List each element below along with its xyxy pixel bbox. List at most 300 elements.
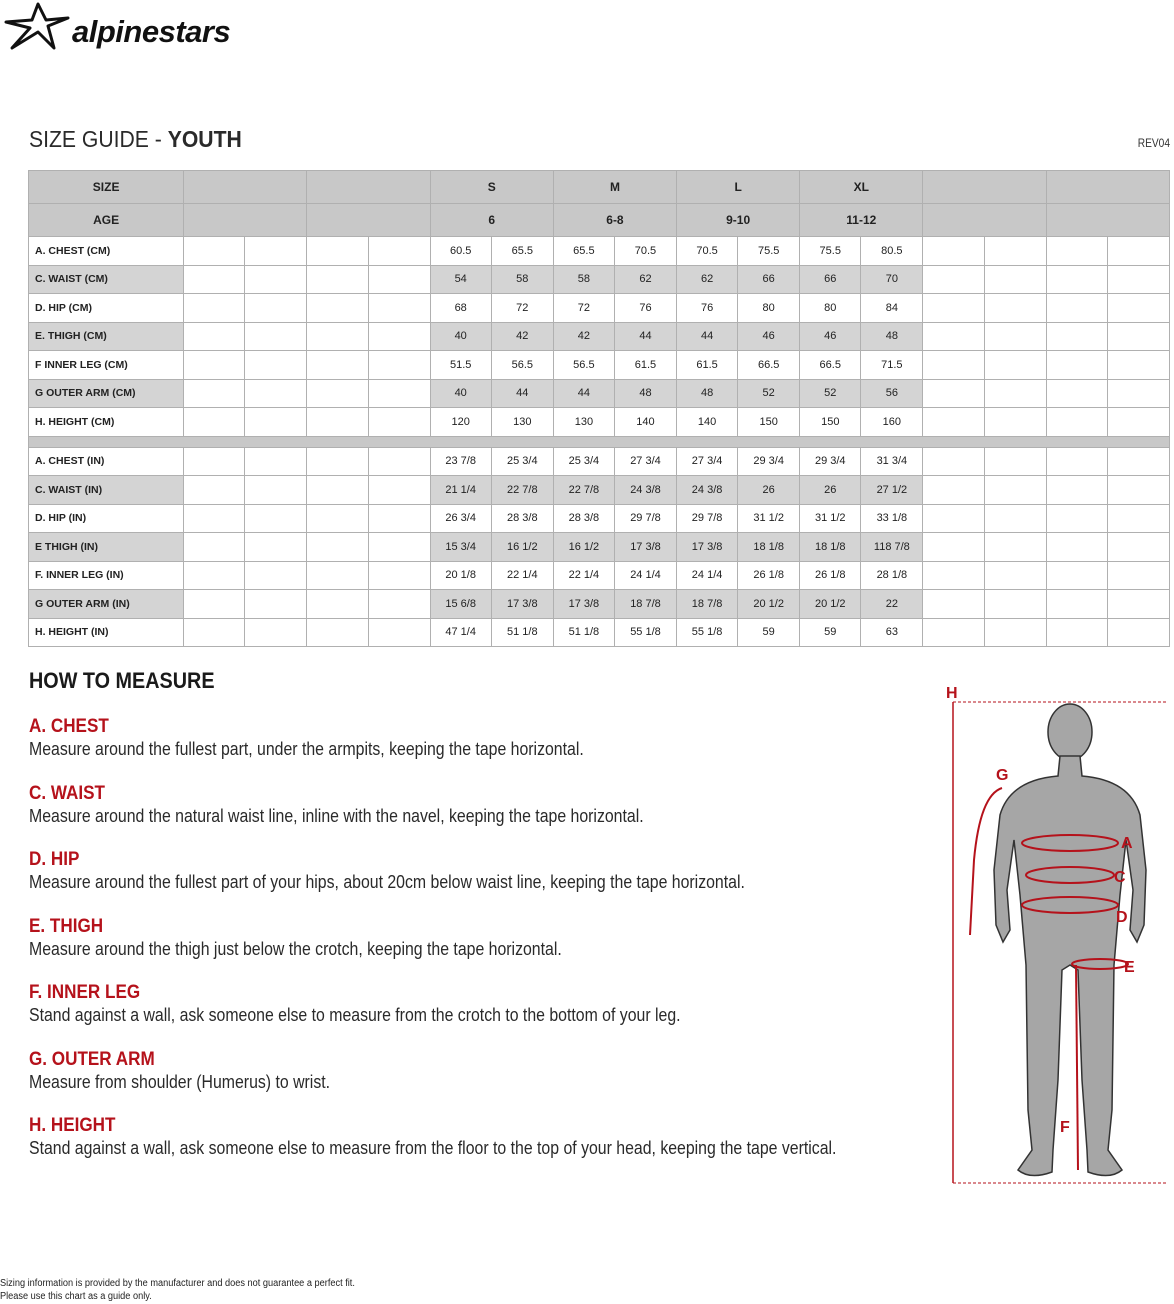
empty-cell (245, 322, 307, 351)
value-cell: 22 7/8 (491, 476, 553, 505)
empty-cell (184, 237, 245, 266)
table-row (29, 590, 1170, 619)
measure-instruction (29, 783, 727, 827)
empty-cell (184, 379, 245, 408)
table-row (29, 561, 1170, 590)
brand-logo (2, 2, 277, 54)
value-cell: 24 1/4 (677, 561, 738, 590)
empty-cell (245, 504, 307, 533)
value-cell: 56.5 (491, 351, 553, 380)
empty-cell (1046, 618, 1107, 647)
empty-cell (245, 618, 307, 647)
value-cell: 27 1/2 (861, 476, 923, 505)
empty-cell (245, 590, 307, 619)
value-cell: 72 (491, 294, 553, 323)
value-cell: 59 (738, 618, 800, 647)
value-cell: 18 1/8 (800, 533, 861, 562)
empty-cell (1107, 322, 1169, 351)
empty-cell (984, 618, 1046, 647)
page-title: SIZE GUIDE - YOUTH (29, 126, 242, 152)
value-cell: 118 7/8 (861, 533, 923, 562)
value-cell: 17 3/8 (677, 533, 738, 562)
value-cell: 130 (491, 408, 553, 437)
value-cell: 42 (491, 322, 553, 351)
measure-title: D. HIP (29, 849, 80, 870)
measure-title: E. THIGH (29, 916, 104, 937)
empty-cell (307, 294, 368, 323)
empty-cell (368, 447, 430, 476)
empty-cell (1046, 294, 1107, 323)
value-cell: 54 (430, 265, 491, 294)
how-to-measure-heading: HOW TO MEASURE (29, 668, 215, 693)
table-row (29, 476, 1170, 505)
empty-cell (184, 204, 307, 237)
value-cell: 65.5 (491, 237, 553, 266)
empty-cell (923, 561, 984, 590)
value-cell: 70 (861, 265, 923, 294)
value-cell: 44 (553, 379, 614, 408)
empty-cell (1046, 204, 1169, 237)
body-silhouette (994, 704, 1146, 1176)
empty-cell (307, 204, 430, 237)
section-divider (29, 436, 1170, 447)
table-row (29, 533, 1170, 562)
empty-cell (368, 561, 430, 590)
empty-cell (1107, 379, 1169, 408)
measure-description: Measure around the natural waist line, inline with the navel, keeping the tape horizontal. (29, 806, 644, 826)
empty-cell (923, 618, 984, 647)
value-cell: 55 1/8 (614, 618, 676, 647)
value-cell: 76 (614, 294, 676, 323)
row-label: D. HIP (IN) (29, 504, 184, 533)
measure-title: H. HEIGHT (29, 1115, 116, 1136)
empty-cell (923, 476, 984, 505)
empty-cell (184, 504, 245, 533)
value-cell: 29 3/4 (800, 447, 861, 476)
empty-cell (923, 533, 984, 562)
row-label: C. WAIST (CM) (29, 265, 184, 294)
empty-cell (184, 351, 245, 380)
value-cell: 46 (738, 322, 800, 351)
empty-cell (184, 533, 245, 562)
empty-cell (1046, 379, 1107, 408)
row-label: E. THIGH (CM) (29, 322, 184, 351)
value-cell: 75.5 (738, 237, 800, 266)
size-header-cell: S (430, 171, 553, 204)
label-e: E (1124, 959, 1135, 976)
empty-cell (368, 379, 430, 408)
empty-cell (245, 533, 307, 562)
measure-title: C. WAIST (29, 783, 106, 804)
empty-cell (307, 533, 368, 562)
value-cell: 33 1/8 (861, 504, 923, 533)
empty-cell (923, 265, 984, 294)
value-cell: 65.5 (553, 237, 614, 266)
empty-cell (184, 561, 245, 590)
empty-cell (923, 171, 1046, 204)
empty-cell (184, 447, 245, 476)
measure-instruction (29, 916, 634, 960)
value-cell: 44 (491, 379, 553, 408)
measure-description: Measure from shoulder (Humerus) to wrist. (29, 1072, 331, 1092)
value-cell: 58 (491, 265, 553, 294)
measure-instruction (29, 716, 659, 760)
empty-cell (923, 322, 984, 351)
age-header-cell: 9-10 (677, 204, 800, 237)
value-cell: 66.5 (738, 351, 800, 380)
row-label: A. CHEST (IN) (29, 447, 184, 476)
age-header-cell: 11-12 (800, 204, 923, 237)
measure-description: Measure around the fullest part, under the armpits, keeping the tape horizontal. (29, 739, 584, 759)
age-header-cell: 6-8 (553, 204, 676, 237)
empty-cell (1107, 408, 1169, 437)
empty-cell (1107, 618, 1169, 647)
value-cell: 84 (861, 294, 923, 323)
empty-cell (923, 204, 1046, 237)
table-row (29, 618, 1170, 647)
empty-cell (984, 561, 1046, 590)
empty-cell (307, 237, 368, 266)
empty-cell (307, 561, 368, 590)
value-cell: 29 7/8 (677, 504, 738, 533)
empty-cell (368, 322, 430, 351)
size-header-row (29, 171, 1170, 204)
empty-cell (245, 561, 307, 590)
measure-title: F. INNER LEG (29, 982, 141, 1003)
empty-cell (245, 237, 307, 266)
empty-cell (1107, 447, 1169, 476)
empty-cell (245, 447, 307, 476)
value-cell: 61.5 (677, 351, 738, 380)
value-cell: 70.5 (677, 237, 738, 266)
empty-cell (1046, 322, 1107, 351)
value-cell: 29 7/8 (614, 504, 676, 533)
value-cell: 59 (800, 618, 861, 647)
table-row (29, 237, 1170, 266)
empty-cell (923, 379, 984, 408)
empty-cell (1046, 171, 1169, 204)
label-c: C (1114, 869, 1126, 886)
size-header-cell: M (553, 171, 676, 204)
row-label: F. INNER LEG (IN) (29, 561, 184, 590)
value-cell: 18 1/8 (738, 533, 800, 562)
empty-cell (307, 322, 368, 351)
table-row (29, 294, 1170, 323)
empty-cell (184, 408, 245, 437)
age-header-row (29, 204, 1170, 237)
empty-cell (984, 533, 1046, 562)
empty-cell (923, 447, 984, 476)
empty-cell (984, 265, 1046, 294)
empty-cell (984, 322, 1046, 351)
empty-cell (368, 504, 430, 533)
empty-cell (245, 476, 307, 505)
empty-cell (307, 618, 368, 647)
size-table (28, 170, 1170, 647)
value-cell: 140 (677, 408, 738, 437)
value-cell: 22 1/4 (491, 561, 553, 590)
value-cell: 130 (553, 408, 614, 437)
table-row (29, 351, 1170, 380)
value-cell: 51.5 (430, 351, 491, 380)
age-header-label: AGE (29, 204, 184, 237)
value-cell: 72 (553, 294, 614, 323)
value-cell: 80 (738, 294, 800, 323)
label-g: G (996, 767, 1009, 784)
value-cell: 80 (800, 294, 861, 323)
empty-cell (184, 322, 245, 351)
empty-cell (1046, 447, 1107, 476)
empty-cell (1107, 294, 1169, 323)
empty-cell (1046, 561, 1107, 590)
empty-cell (307, 504, 368, 533)
value-cell: 22 (861, 590, 923, 619)
value-cell: 26 1/8 (738, 561, 800, 590)
empty-cell (1107, 265, 1169, 294)
value-cell: 75.5 (800, 237, 861, 266)
measure-instruction (29, 849, 842, 893)
measure-instruction (29, 1115, 947, 1159)
measure-instruction (29, 982, 769, 1026)
empty-cell (1107, 533, 1169, 562)
empty-cell (307, 379, 368, 408)
value-cell: 20 1/2 (738, 590, 800, 619)
value-cell: 66.5 (800, 351, 861, 380)
empty-cell (245, 379, 307, 408)
empty-cell (184, 265, 245, 294)
value-cell: 20 1/2 (800, 590, 861, 619)
value-cell: 51 1/8 (491, 618, 553, 647)
empty-cell (184, 171, 307, 204)
size-header-cell: L (677, 171, 800, 204)
value-cell: 16 1/2 (553, 533, 614, 562)
value-cell: 28 3/8 (553, 504, 614, 533)
value-cell: 20 1/8 (430, 561, 491, 590)
empty-cell (923, 351, 984, 380)
value-cell: 15 6/8 (430, 590, 491, 619)
value-cell: 25 3/4 (553, 447, 614, 476)
empty-cell (184, 618, 245, 647)
value-cell: 40 (430, 322, 491, 351)
value-cell: 61.5 (614, 351, 676, 380)
empty-cell (1046, 504, 1107, 533)
value-cell: 29 3/4 (738, 447, 800, 476)
brand-wordmark: alpinestars (72, 14, 231, 49)
label-h: H (946, 685, 958, 702)
table-row (29, 504, 1170, 533)
inner-leg-line (1076, 965, 1078, 1170)
empty-cell (307, 447, 368, 476)
empty-cell (1046, 351, 1107, 380)
value-cell: 55 1/8 (677, 618, 738, 647)
value-cell: 40 (430, 379, 491, 408)
row-label: H. HEIGHT (IN) (29, 618, 184, 647)
label-a: A (1121, 835, 1133, 852)
value-cell: 51 1/8 (553, 618, 614, 647)
empty-cell (1107, 590, 1169, 619)
empty-cell (984, 447, 1046, 476)
empty-cell (984, 476, 1046, 505)
value-cell: 18 7/8 (677, 590, 738, 619)
measure-title: A. CHEST (29, 716, 109, 737)
empty-cell (1046, 237, 1107, 266)
value-cell: 80.5 (861, 237, 923, 266)
empty-cell (1107, 476, 1169, 505)
value-cell: 70.5 (614, 237, 676, 266)
value-cell: 17 3/8 (553, 590, 614, 619)
empty-cell (923, 237, 984, 266)
empty-cell (307, 408, 368, 437)
table-row (29, 447, 1170, 476)
empty-cell (923, 294, 984, 323)
value-cell: 66 (738, 265, 800, 294)
value-cell: 26 1/8 (800, 561, 861, 590)
empty-cell (368, 476, 430, 505)
row-label: C. WAIST (IN) (29, 476, 184, 505)
value-cell: 46 (800, 322, 861, 351)
measure-instruction (29, 1049, 371, 1093)
empty-cell (307, 351, 368, 380)
size-header-cell: XL (800, 171, 923, 204)
empty-cell (1107, 504, 1169, 533)
empty-cell (1046, 533, 1107, 562)
measure-description: Stand against a wall, ask someone else to measure from the floor to the top of your head, keeping the tape vertical. (29, 1138, 837, 1158)
value-cell: 60.5 (430, 237, 491, 266)
empty-cell (184, 294, 245, 323)
value-cell: 27 3/4 (677, 447, 738, 476)
row-label: G OUTER ARM (IN) (29, 590, 184, 619)
value-cell: 48 (677, 379, 738, 408)
empty-cell (245, 351, 307, 380)
value-cell: 42 (553, 322, 614, 351)
value-cell: 25 3/4 (491, 447, 553, 476)
value-cell: 48 (614, 379, 676, 408)
value-cell: 150 (738, 408, 800, 437)
empty-cell (923, 408, 984, 437)
value-cell: 26 (738, 476, 800, 505)
value-cell: 66 (800, 265, 861, 294)
table-row (29, 408, 1170, 437)
value-cell: 160 (861, 408, 923, 437)
value-cell: 22 1/4 (553, 561, 614, 590)
value-cell: 17 3/8 (491, 590, 553, 619)
empty-cell (1046, 408, 1107, 437)
value-cell: 28 1/8 (861, 561, 923, 590)
value-cell: 47 1/4 (430, 618, 491, 647)
empty-cell (368, 351, 430, 380)
row-label: E THIGH (IN) (29, 533, 184, 562)
value-cell: 24 1/4 (614, 561, 676, 590)
row-label: F INNER LEG (CM) (29, 351, 184, 380)
empty-cell (1046, 265, 1107, 294)
value-cell: 76 (677, 294, 738, 323)
row-label: H. HEIGHT (CM) (29, 408, 184, 437)
empty-cell (307, 476, 368, 505)
empty-cell (984, 294, 1046, 323)
empty-cell (307, 171, 430, 204)
value-cell: 63 (861, 618, 923, 647)
value-cell: 17 3/8 (614, 533, 676, 562)
value-cell: 62 (614, 265, 676, 294)
empty-cell (984, 237, 1046, 266)
value-cell: 56.5 (553, 351, 614, 380)
value-cell: 68 (430, 294, 491, 323)
value-cell: 150 (800, 408, 861, 437)
measure-description: Measure around the fullest part of your hips, about 20cm below waist line, keeping the tape horizontal. (29, 872, 745, 892)
table-row (29, 265, 1170, 294)
value-cell: 140 (614, 408, 676, 437)
empty-cell (245, 265, 307, 294)
empty-cell (923, 504, 984, 533)
empty-cell (1107, 351, 1169, 380)
table-row (29, 379, 1170, 408)
revision-code: REV04 (1137, 136, 1170, 150)
empty-cell (368, 533, 430, 562)
value-cell: 52 (738, 379, 800, 408)
age-header-cell: 6 (430, 204, 553, 237)
value-cell: 21 1/4 (430, 476, 491, 505)
empty-cell (368, 618, 430, 647)
value-cell: 31 3/4 (861, 447, 923, 476)
empty-cell (1107, 237, 1169, 266)
row-label: D. HIP (CM) (29, 294, 184, 323)
empty-cell (984, 379, 1046, 408)
empty-cell (184, 476, 245, 505)
value-cell: 22 7/8 (553, 476, 614, 505)
value-cell: 44 (677, 322, 738, 351)
empty-cell (307, 590, 368, 619)
empty-cell (923, 590, 984, 619)
empty-cell (984, 504, 1046, 533)
measure-title: G. OUTER ARM (29, 1049, 155, 1070)
empty-cell (245, 408, 307, 437)
size-header-label: SIZE (29, 171, 184, 204)
empty-cell (368, 294, 430, 323)
value-cell: 44 (614, 322, 676, 351)
value-cell: 56 (861, 379, 923, 408)
value-cell: 71.5 (861, 351, 923, 380)
empty-cell (1046, 590, 1107, 619)
empty-cell (368, 265, 430, 294)
value-cell: 58 (553, 265, 614, 294)
label-f: F (1060, 1119, 1070, 1136)
row-label: G OUTER ARM (CM) (29, 379, 184, 408)
row-label: A. CHEST (CM) (29, 237, 184, 266)
empty-cell (368, 590, 430, 619)
value-cell: 52 (800, 379, 861, 408)
empty-cell (984, 351, 1046, 380)
measurement-figure (940, 680, 1170, 1190)
empty-cell (1046, 476, 1107, 505)
empty-cell (368, 408, 430, 437)
empty-cell (184, 590, 245, 619)
empty-cell (984, 590, 1046, 619)
value-cell: 26 (800, 476, 861, 505)
empty-cell (245, 294, 307, 323)
empty-cell (368, 237, 430, 266)
value-cell: 26 3/4 (430, 504, 491, 533)
value-cell: 28 3/8 (491, 504, 553, 533)
value-cell: 31 1/2 (738, 504, 800, 533)
disclaimer: Sizing information is provided by the manufacturer and does not guarantee a perfect fit. Please use this chart as a guide only. (0, 1278, 355, 1302)
value-cell: 15 3/4 (430, 533, 491, 562)
value-cell: 48 (861, 322, 923, 351)
value-cell: 27 3/4 (614, 447, 676, 476)
value-cell: 24 3/8 (677, 476, 738, 505)
measure-description: Measure around the thigh just below the crotch, keeping the tape horizontal. (29, 939, 562, 959)
value-cell: 120 (430, 408, 491, 437)
empty-cell (307, 265, 368, 294)
